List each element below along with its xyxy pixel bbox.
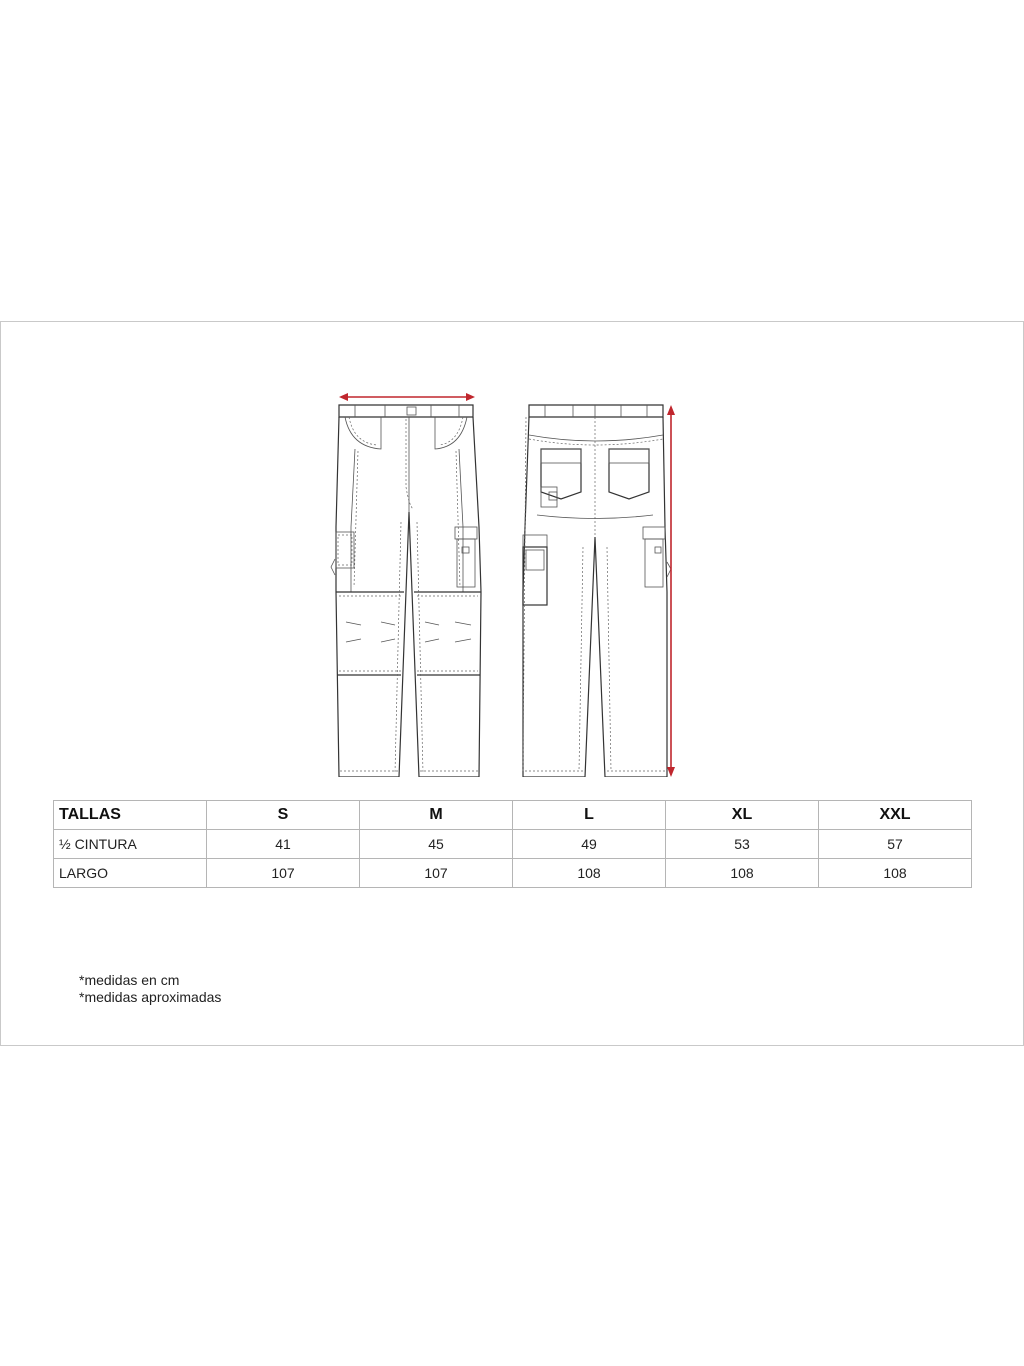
cell-cintura-l: 49 bbox=[513, 830, 666, 859]
cell-cintura-s: 41 bbox=[207, 830, 360, 859]
cell-largo-xxl: 108 bbox=[819, 859, 972, 888]
cell-cintura-m: 45 bbox=[360, 830, 513, 859]
header-cell-m: M bbox=[360, 801, 513, 830]
header-cell-xl: XL bbox=[666, 801, 819, 830]
cell-largo-m: 107 bbox=[360, 859, 513, 888]
header-cell-tallas: TALLAS bbox=[54, 801, 207, 830]
size-guide-sheet bbox=[0, 321, 1024, 1046]
trousers-back-icon bbox=[523, 405, 671, 777]
header-cell-s: S bbox=[207, 801, 360, 830]
cell-cintura-xl: 53 bbox=[666, 830, 819, 859]
row-label-cintura: ½ CINTURA bbox=[54, 830, 207, 859]
cell-largo-xl: 108 bbox=[666, 859, 819, 888]
cell-cintura-xxl: 57 bbox=[819, 830, 972, 859]
measurement-notes bbox=[79, 972, 221, 1006]
trousers-front-icon bbox=[331, 405, 481, 777]
waist-measure-arrow bbox=[339, 393, 475, 401]
trousers-technical-drawings bbox=[321, 387, 691, 777]
cell-largo-s: 107 bbox=[207, 859, 360, 888]
table-row-cintura bbox=[54, 830, 972, 859]
size-table bbox=[53, 800, 972, 888]
header-cell-xxl: XXL bbox=[819, 801, 972, 830]
note-units: *medidas en cm bbox=[79, 972, 180, 988]
length-measure-arrow bbox=[667, 405, 675, 777]
cell-largo-l: 108 bbox=[513, 859, 666, 888]
row-label-largo: LARGO bbox=[54, 859, 207, 888]
table-row-largo bbox=[54, 859, 972, 888]
note-approximate: *medidas aproximadas bbox=[79, 989, 222, 1005]
size-table-header-row bbox=[54, 801, 972, 830]
header-cell-l: L bbox=[513, 801, 666, 830]
